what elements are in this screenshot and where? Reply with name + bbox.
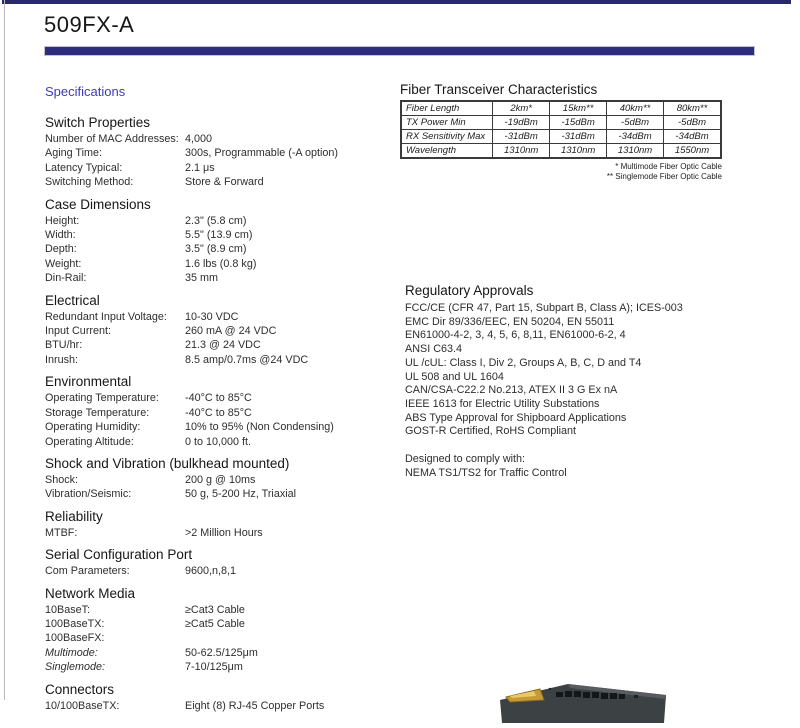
spec-row	[45, 338, 397, 352]
fiber-characteristics-table	[400, 100, 722, 159]
fiber-cell: 1310nm	[550, 144, 607, 159]
spec-value: 3.5" (8.9 cm)	[185, 243, 247, 256]
spec-row	[45, 228, 397, 242]
fiber-cell: 80km**	[664, 101, 721, 116]
spec-value: 5.5" (13.9 cm)	[185, 229, 253, 242]
fiber-row-header: TX Power Min	[401, 116, 493, 130]
spec-label: Redundant Input Voltage:	[45, 310, 167, 323]
spec-label: Input Current:	[45, 325, 112, 338]
fiber-cell: 1310nm	[607, 144, 664, 159]
designed-note-line: NEMA TS1/TS2 for Traffic Control	[405, 466, 567, 479]
spec-row	[45, 473, 397, 487]
spec-value: 8.5 amp/0.7ms @24 VDC	[185, 353, 309, 366]
spec-label: Operating Temperature:	[45, 392, 159, 405]
spec-label: Switching Method:	[45, 176, 134, 189]
fiber-table-heading: Fiber Transceiver Characteristics	[400, 82, 598, 97]
spec-section-heading: Reliability	[45, 508, 103, 524]
fiber-cell: -15dBm	[550, 116, 607, 130]
spec-value: Eight (8) RJ-45 Copper Ports	[185, 699, 325, 712]
spec-value: 2.3" (5.8 cm)	[185, 214, 247, 227]
regulatory-line: EMC Dir 89/336/EEC, EN 50204, EN 55011	[405, 315, 615, 328]
spec-label: Operating Humidity:	[45, 421, 141, 434]
page-left-rule	[4, 0, 5, 700]
spec-row	[45, 603, 397, 617]
spec-value: -40°C to 85°C	[185, 392, 252, 405]
spec-section-heading: Connectors	[45, 681, 115, 697]
spec-row	[45, 646, 397, 660]
fiber-cell: -5dBm	[607, 116, 664, 130]
spec-value: -40°C to 85°C	[185, 406, 252, 419]
regulatory-approvals-section	[405, 283, 795, 480]
spec-row	[45, 420, 397, 434]
spec-row	[45, 617, 397, 631]
spec-section	[45, 456, 397, 502]
spec-label: Vibration/Seismic:	[45, 488, 132, 501]
spec-label: Multimode:	[45, 646, 98, 659]
specifications-column	[45, 84, 397, 720]
spec-value: 50 g, 5-200 Hz, Triaxial	[185, 488, 297, 501]
fiber-cell: -5dBm	[664, 116, 721, 130]
spec-row	[45, 132, 397, 146]
spec-value: Store & Forward	[185, 176, 264, 189]
spec-label: MTBF:	[45, 526, 78, 539]
regulatory-line: FCC/CE (CFR 47, Part 15, Subpart B, Class A); ICES-003	[405, 302, 683, 314]
spec-row	[45, 310, 397, 324]
regulatory-line: GOST-R Certified, RoHS Compliant	[405, 425, 576, 438]
page-title: 509FX-A	[44, 12, 135, 37]
regulatory-line: ABS Type Approval for Shipboard Applications	[405, 411, 627, 424]
spec-row	[45, 631, 397, 645]
spec-row	[45, 699, 397, 713]
designed-to-comply-note	[405, 453, 795, 480]
fiber-cell: 2km*	[493, 101, 550, 116]
switch-device-image	[498, 683, 668, 723]
spec-value: >2 Million Hours	[185, 526, 263, 539]
fiber-table-row	[401, 101, 721, 116]
fiber-table-footnotes	[400, 162, 722, 181]
fiber-row-header: RX Sensitivity Max	[401, 130, 493, 144]
fiber-cell: -31dBm	[550, 130, 607, 144]
spec-row	[45, 146, 397, 160]
designed-note-line: Designed to comply with:	[405, 453, 526, 466]
spec-section-heading: Switch Properties	[45, 115, 151, 130]
specifications-heading: Specifications	[45, 84, 126, 99]
regulatory-line: EN61000-4-2, 3, 4, 5, 6, 8,11, EN61000-6-2, 4	[405, 329, 626, 342]
spec-row	[45, 175, 397, 189]
product-photo	[498, 683, 668, 700]
spec-section-heading: Network Media	[45, 585, 136, 601]
fiber-cell: -31dBm	[493, 130, 550, 144]
spec-section-heading: Environmental	[45, 374, 132, 390]
fiber-cell: 15km**	[550, 101, 607, 116]
spec-value: ≥Cat5 Cable	[185, 617, 245, 630]
spec-value: 300s, Programmable (-A option)	[185, 147, 339, 160]
spec-section	[45, 509, 397, 540]
spec-section	[45, 547, 397, 578]
spec-label: Weight:	[45, 257, 82, 270]
spec-label: Inrush:	[45, 353, 79, 366]
spec-label: Din-Rail:	[45, 272, 87, 285]
spec-row	[45, 391, 397, 405]
spec-label: Operating Altitude:	[45, 435, 134, 448]
spec-label: 10/100BaseTX:	[45, 699, 120, 712]
fiber-transceiver-section	[400, 82, 730, 181]
spec-row	[45, 660, 397, 674]
spec-label: Number of MAC Addresses:	[45, 133, 179, 145]
spec-value	[185, 631, 397, 645]
spec-label: 10BaseT:	[45, 603, 91, 616]
spec-row	[45, 353, 397, 367]
spec-row	[45, 242, 397, 256]
fiber-table-row	[401, 144, 721, 159]
spec-section-heading: Shock and Vibration (bulkhead mounted)	[45, 455, 290, 471]
fiber-cell: -34dBm	[607, 130, 664, 144]
fiber-cell: 40km**	[607, 101, 664, 116]
spec-label: Width:	[45, 229, 76, 242]
fiber-cell: -19dBm	[493, 116, 550, 130]
regulatory-line: UL 508 and UL 1604	[405, 370, 504, 383]
spec-label: BTU/hr:	[45, 339, 83, 352]
regulatory-line: UL /cUL: Class I, Div 2, Groups A, B, C, D and T4	[405, 356, 642, 369]
spec-row	[45, 564, 397, 578]
spec-value: 2.1 μs	[185, 161, 215, 174]
spec-row	[45, 214, 397, 228]
spec-section	[45, 115, 397, 190]
regulatory-line: ANSI C63.4	[405, 343, 463, 356]
spec-value: 260 mA @ 24 VDC	[185, 325, 277, 338]
spec-section	[45, 374, 397, 449]
fiber-row-header: Fiber Length	[401, 101, 493, 116]
fiber-cell: 1310nm	[493, 144, 550, 159]
fiber-cell: 1550nm	[664, 144, 721, 159]
spec-value: 7-10/125μm	[185, 661, 243, 674]
spec-label: Depth:	[45, 243, 77, 256]
spec-section-heading: Electrical	[45, 292, 100, 308]
spec-label: 100BaseTX:	[45, 617, 105, 630]
spec-label: Aging Time:	[45, 147, 103, 160]
page-top-rule	[2, 0, 791, 4]
spec-row	[45, 271, 397, 285]
spec-section	[45, 197, 397, 286]
spec-row	[45, 324, 397, 338]
spec-value: 10% to 95% (Non Condensing)	[185, 421, 334, 434]
fiber-table-row	[401, 116, 721, 130]
spec-section	[45, 586, 397, 675]
spec-row	[45, 257, 397, 271]
spec-value: 0 to 10,000 ft.	[185, 435, 252, 448]
spec-label: Storage Temperature:	[45, 406, 150, 419]
spec-row	[45, 406, 397, 420]
spec-label: Shock:	[45, 473, 79, 486]
spec-value: 50-62.5/125μm	[185, 646, 258, 659]
spec-row	[45, 487, 397, 501]
spec-section-heading: Serial Configuration Port	[45, 547, 193, 563]
spec-row	[45, 526, 397, 540]
fiber-table-row	[401, 130, 721, 144]
regulatory-line: IEEE 1613 for Electric Utility Substations	[405, 397, 600, 410]
spec-row	[45, 435, 397, 449]
fiber-row-header: Wavelength	[401, 144, 493, 159]
spec-sections	[45, 115, 397, 713]
regulatory-lines	[405, 302, 795, 439]
fiber-footnote: * Multimode Fiber Optic Cable	[615, 162, 722, 171]
spec-label: 100BaseFX:	[45, 632, 105, 645]
spec-value: ≥Cat3 Cable	[185, 603, 245, 616]
fiber-cell: -34dBm	[664, 130, 721, 144]
spec-value: 1.6 lbs (0.8 kg)	[185, 257, 257, 270]
spec-label: Height:	[45, 214, 80, 227]
regulatory-heading: Regulatory Approvals	[405, 283, 534, 298]
spec-value: 35 mm	[185, 272, 218, 285]
spec-value: 21.3 @ 24 VDC	[185, 339, 261, 352]
spec-value: 9600,n,8,1	[185, 565, 237, 578]
spec-row	[45, 161, 397, 175]
spec-label: Com Parameters:	[45, 565, 130, 578]
fiber-footnote: ** Singlemode Fiber Optic Cable	[606, 171, 722, 181]
regulatory-line: CAN/CSA-C22.2 No.213, ATEX II 3 G Ex nA	[405, 384, 618, 397]
spec-value: 4,000	[185, 133, 213, 145]
spec-section-heading: Case Dimensions	[45, 196, 151, 212]
spec-section	[45, 293, 397, 368]
spec-value: 200 g @ 10ms	[185, 473, 256, 486]
spec-label: Latency Typical:	[45, 161, 123, 174]
title-underline-bar	[45, 47, 754, 55]
spec-label: Singlemode:	[45, 661, 106, 674]
spec-section	[45, 682, 397, 713]
spec-value: 10-30 VDC	[185, 310, 239, 323]
